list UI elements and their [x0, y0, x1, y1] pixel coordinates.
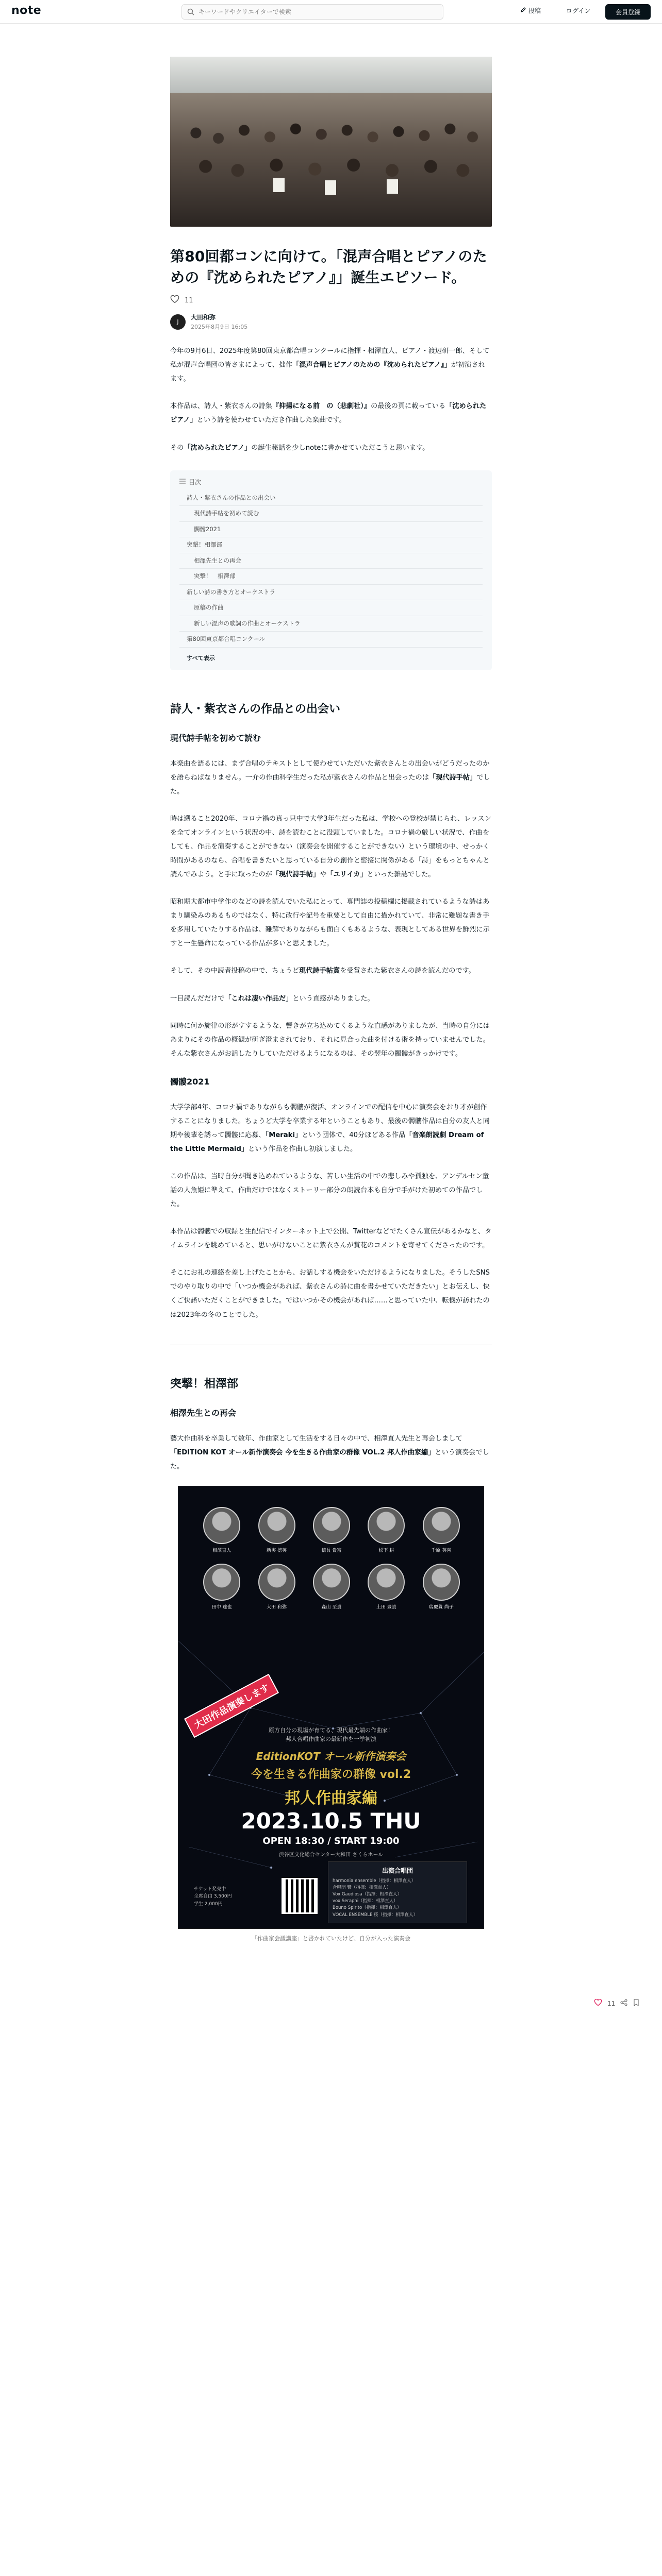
concert-poster[interactable] [178, 1486, 484, 1929]
site-header [0, 0, 662, 24]
article [170, 57, 492, 1943]
like-row [170, 295, 492, 306]
author-block[interactable] [170, 313, 492, 331]
composer-name: 信長 貴富 [321, 1548, 342, 1553]
paragraph [170, 964, 492, 978]
composer-portrait [309, 1507, 354, 1553]
text-run: 本作品は髑髏での収録と生配信でインターネット上で公開、Twitterなどでたくさん宣伝があるかなと、タイムラインを眺めていると、思いがけないことに紫衣さんが賞花のコメントを寄せてくださったのです。 [170, 1228, 492, 1250]
toc-item[interactable]: 突撃！相澤部 [179, 537, 483, 553]
bold-text: 「現代詩手帖」 [428, 773, 477, 782]
poster-choir-list [333, 1878, 462, 1919]
hero-ceiling [170, 57, 492, 93]
toc-item[interactable]: 詩人・紫衣さんの作品との出会い [179, 490, 483, 506]
poster-text-line: 全席自由 3,500円 [194, 1894, 232, 1900]
subsection-heading: 相澤先生との再会 [170, 1408, 237, 1418]
poster-notice [178, 1726, 484, 1744]
portrait-photo [368, 1507, 405, 1544]
heart-icon[interactable] [594, 1999, 602, 2008]
composer-portrait [199, 1564, 244, 1610]
composer-name: 瑞慶覧 尚子 [428, 1604, 454, 1610]
section-heading: 突撃！相澤部 [170, 1377, 239, 1391]
poster-open-time: OPEN 18:30 / START 19:00 [262, 1835, 400, 1846]
image-caption: 「作曲家会議講座」と書かれていたけど、自分が入った演奏会 [252, 1935, 410, 1942]
subsection-heading: 髑髏2021 [170, 1076, 210, 1087]
poster-choirs-heading: 出演合唱団 [382, 1867, 413, 1874]
text-run: 一目読んだだけで [170, 994, 225, 1003]
section-heading: 詩人・紫衣さんの作品との出会い [170, 702, 341, 716]
search-icon [187, 8, 194, 18]
note-logo[interactable]: note [11, 4, 42, 17]
paragraph [170, 1100, 492, 1156]
choir-name: 合唱団 響（指揮：相澤直人） [333, 1885, 391, 1890]
choir-name: harmonia ensemble（指揮：相澤直人） [333, 1878, 416, 1884]
text-run: といった雑誌でした。 [367, 871, 435, 879]
text-run: 大学学部4年、コロナ禍でありながらも髑髏が復活、オンラインでの配信を中心に演奏会をおり才が創作することになりました。ちょうど大学を卒業する年ということもあり、最後の髑髏作品は自分の友人と同期や後輩を誘って髑髏に応募、 [170, 1103, 490, 1139]
text-run: 本作品は、詩人・紫衣さんの詩集 [170, 402, 272, 411]
choir-name: vox Seraphi（指揮：相澤直人） [333, 1899, 398, 1904]
text-run: でした。 [170, 773, 490, 795]
login-link[interactable]: ログイン [566, 7, 591, 14]
text-run: 今年の9月6日、2025年度第80回東京都合唱コンクールに指揮・相澤直人、ピアノ・渡辺研一郎、そして私が混声合唱団の皆さまによって、拙作 [170, 347, 490, 369]
composer-portrait [419, 1564, 464, 1610]
heart-icon[interactable] [170, 295, 179, 306]
text-run: という演奏会でした。 [170, 1448, 489, 1470]
text-run: を受賞された紫衣さんの詩を読んだのです。 [340, 967, 475, 975]
author-avatar[interactable]: J [170, 314, 186, 330]
choir-name: Bouno Spirito（指揮：相澤直人） [333, 1905, 402, 1911]
subsection-heading: 現代詩手帖を初めて読む [170, 733, 261, 743]
section-paragraphs [170, 757, 492, 1061]
qr-code [282, 1878, 318, 1914]
bold-text: 「EDITION KOT オール新作演奏会 今を生きる作曲家の群像 VOL.2 邦人作曲家編」 [170, 1448, 435, 1456]
toc-item[interactable]: 新しい混声の歌詞の作曲とオーケストラ [179, 616, 483, 632]
bold-text: 「沈められたピアノ」 [184, 444, 252, 452]
composer-name: 松下 耕 [378, 1548, 394, 1553]
composer-portrait [254, 1564, 299, 1610]
paragraph [170, 1225, 492, 1252]
poster-composer-grid [199, 1507, 464, 1610]
bold-text: 「音楽朗読劇 Dream of the Little Mermaid」 [170, 1131, 484, 1153]
text-run: や [320, 871, 327, 879]
toc-item[interactable]: 突撃！ 相澤部 [179, 569, 483, 585]
portrait-photo [203, 1564, 240, 1601]
text-run: の最後の頁に載っている [371, 402, 446, 411]
composer-portrait [254, 1507, 299, 1553]
bold-text: 「Meraki」 [265, 1131, 302, 1139]
composer-name: 森山 至貴 [321, 1604, 342, 1610]
text-run: この作品は、当時自分が聞き込めれているような、苦しい生活の中での悲しみや孤独を、アンデルセン童話の人魚姫に準えて、作曲だけではなくストーリー部分の朗読台本も自分で手がけた初めての作品でした。 [170, 1173, 489, 1209]
hero-certificate [273, 178, 285, 192]
share-icon[interactable] [620, 1999, 627, 2008]
paragraph [170, 1266, 492, 1321]
text-run: という団体で、40分ほどある作品 [302, 1131, 406, 1139]
portrait-photo [368, 1564, 405, 1601]
portrait-photo [313, 1507, 350, 1544]
publish-date: 2025年8月9日 16:05 [191, 324, 248, 331]
text-run: 時は遡ること2020年、コロナ禍の真っ只中で大学3年生だった私は、学校への登校が禁じられ、レッスンを全てオンラインという状況の中、詩を読むことに没頭していました。コロナ禍の厳しい状況で、作曲をしても、作品を演奏することができない（演奏会を開催することができない）という環境の中、せっかく時間があるのなら、合唱を書きたいと思っている自分の創作と密接に関係がある「詩」をもっとちゃんと読んでみよう。と手に取ったのが [170, 815, 491, 879]
floating-actions [594, 1999, 640, 2008]
text-run: そして、その中読者投稿の中で、ちょうど [170, 967, 300, 975]
portrait-photo [258, 1564, 295, 1601]
composer-portrait [309, 1564, 354, 1610]
text-run: という詩を使わせていただき作曲した楽曲です。 [196, 416, 346, 425]
portrait-photo [423, 1507, 460, 1544]
list-icon [179, 478, 186, 485]
text-run: 昭和期大都市中学作のなどの詩を読んでいた私にとって、専門誌の投稿欄に掲載されているような詩はあまり馴染みのあるものではなく、特に改行や記号を重要として自由に描かれていて、非常に難題な書き手を多用していたりする作品は、難解でありながらも面白くもあるような、表現としてある世界を鮮烈に示すと一生懸命になっている作品が多いと思えました。 [170, 898, 490, 948]
composer-name: 新実 徳英 [267, 1548, 287, 1553]
composer-portrait [419, 1507, 464, 1553]
toc-show-all-button[interactable]: すべて表示 [187, 654, 215, 662]
article-body [170, 344, 492, 1943]
text-run: その [170, 444, 184, 452]
search-box[interactable] [181, 4, 443, 20]
hero-certificate [325, 180, 336, 195]
toc-item[interactable]: 現代詩手帖を初めて読む [179, 506, 483, 522]
like-count: 11 [185, 296, 193, 304]
paragraph [170, 1019, 492, 1061]
poster-tickets [194, 1886, 276, 1908]
composer-portrait [363, 1507, 409, 1553]
paragraph [170, 895, 492, 951]
bold-text: 現代詩手帖賞 [299, 967, 340, 975]
choir-name: Vox Gaudiosa（指揮：相澤直人） [333, 1892, 402, 1897]
paragraph [170, 441, 492, 455]
poster-text-line: 学生 2,000円 [194, 1901, 223, 1907]
paragraph [170, 1432, 492, 1473]
toc-list [179, 490, 483, 648]
poster-choirs [328, 1861, 467, 1923]
bold-text: 「現代詩手帖」 [272, 871, 320, 879]
toc-item[interactable]: 原稿の作曲 [179, 600, 483, 616]
hero-certificate [387, 179, 398, 194]
bold-text: 「ユリイカ」 [326, 871, 367, 879]
poster-subtitle: 邦人作曲家編 [285, 1789, 377, 1807]
article-title: 第80回都コンに向けて。「混声合唱とピアノのための『沈められたピアノ』」誕生エピソード。 [170, 248, 487, 286]
text-run: 藝大作曲科を卒業して数年、作曲家として生活をする日々の中で、相澤直人先生と再会しまして [170, 1434, 462, 1443]
poster-sticker: 大田作品演奏します [184, 1674, 279, 1738]
text-run: 本楽曲を語るには、まず合唱のテキストとして使わせていただいた紫衣さんとの出会いがどうだったのかを語らねばなりません。一介の作曲科学生だった私が紫衣さんの作品と出会ったのは [170, 759, 490, 782]
composer-name: 千原 英喜 [431, 1548, 452, 1553]
bold-text: 「沈められたピアノ」 [170, 402, 487, 425]
signup-button[interactable]: 会員登録 [605, 4, 651, 20]
poster-series: 今を生きる作曲家の群像 vol.2 [251, 1768, 411, 1781]
bold-text: 『抑揚になる前 の（悲劇社）』 [272, 402, 371, 411]
composer-portrait [199, 1507, 244, 1553]
poster-date: 2023.10.5 THU [241, 1808, 421, 1834]
toc-item[interactable]: 髑髏2021 [179, 522, 483, 538]
portrait-photo [423, 1564, 460, 1601]
paragraph [170, 344, 492, 386]
hero-crowd [170, 93, 492, 227]
toc-item[interactable]: 相澤先生との再会 [179, 553, 483, 569]
paragraph [170, 1170, 492, 1211]
paragraph [170, 812, 492, 882]
pencil-icon [520, 7, 526, 14]
poster-text-line: 邦人合唱作曲家の最新作を一挙初演 [286, 1736, 376, 1743]
text-run: が初演されます。 [170, 361, 485, 383]
text-run: 同時に何か旋律の形がすするような、響きが立ち込めてくるような直感がありましたが、当時の自分にはあまりにその作品の概観が研ぎ澄まされており、それに見合った曲を付ける術を持っていませんでした。そんな紫衣さんがお話したりしていただけるようになるのは、その翌年の髑髏がきっかけです。 [170, 1022, 490, 1058]
composer-name: 土田 豊貴 [376, 1604, 396, 1610]
toc-item[interactable]: 第80回東京都合唱コンクール [179, 632, 483, 648]
toc-heading-label: 目次 [189, 478, 202, 486]
portrait-photo [258, 1507, 295, 1544]
side-like-count: 11 [607, 1999, 616, 2007]
poster-brand: EditionKOT オール新作演奏会 [256, 1750, 406, 1762]
hero-image [170, 57, 492, 227]
text-run: そこにお礼の連絡を差し上げたことから、お話しする機会をいただけるようになりました。そうしたSNSでのやり取りの中で「いつか機会があれば、紫衣さんの詩に曲を書かせていただきたい」とお伝えし、快くご快諾いただくことができました。ではいつかその機会があれば……と思っていた中、転機が訪れたのは2023年の冬のことでした。 [170, 1269, 490, 1319]
poster-venue: 渋谷区文化総合センター大和田 さくらホール [278, 1852, 384, 1858]
text-run: という作品を作曲し初演しました。 [248, 1145, 357, 1153]
section-paragraphs [170, 1432, 492, 1473]
more-icon[interactable] [633, 1999, 640, 2008]
composer-name: 相澤直人 [212, 1548, 231, 1553]
section-paragraphs [170, 1100, 492, 1322]
toc-item[interactable]: 新しい詩の書き方とオーケストラ [179, 585, 483, 601]
bold-text: 「混声合唱とピアノのための『沈められたピアノ』」 [292, 361, 451, 369]
choir-name: VOCAL ENSEMBLE 桜（指揮：相澤直人） [333, 1912, 418, 1918]
paragraph [170, 757, 492, 799]
bold-text: 「これは凄い作品だ」 [224, 994, 293, 1003]
poster-text-line: 原方自分の現場が育てる、現代最先端の作曲家！ [269, 1726, 393, 1734]
post-label: 投稿 [528, 7, 541, 14]
poster-text-line: チケット発売中 [194, 1886, 226, 1892]
portrait-photo [313, 1564, 350, 1601]
table-of-contents [170, 470, 492, 670]
search-input[interactable] [198, 5, 436, 19]
paragraph [170, 399, 492, 427]
intro-paragraphs [170, 344, 492, 454]
portrait-photo [203, 1507, 240, 1544]
toc-heading[interactable] [179, 478, 483, 486]
paragraph [170, 992, 492, 1006]
author-name[interactable]: 大田和弥 [191, 314, 216, 321]
post-button[interactable] [520, 6, 541, 15]
composer-name: 大田 和弥 [267, 1604, 287, 1610]
composer-portrait [363, 1564, 409, 1610]
composer-name: 田中 達也 [211, 1604, 232, 1610]
text-run: という直感がありました。 [292, 994, 374, 1003]
text-run: の誕生秘話を少しnoteに書かせていただこうと思います。 [251, 444, 429, 452]
